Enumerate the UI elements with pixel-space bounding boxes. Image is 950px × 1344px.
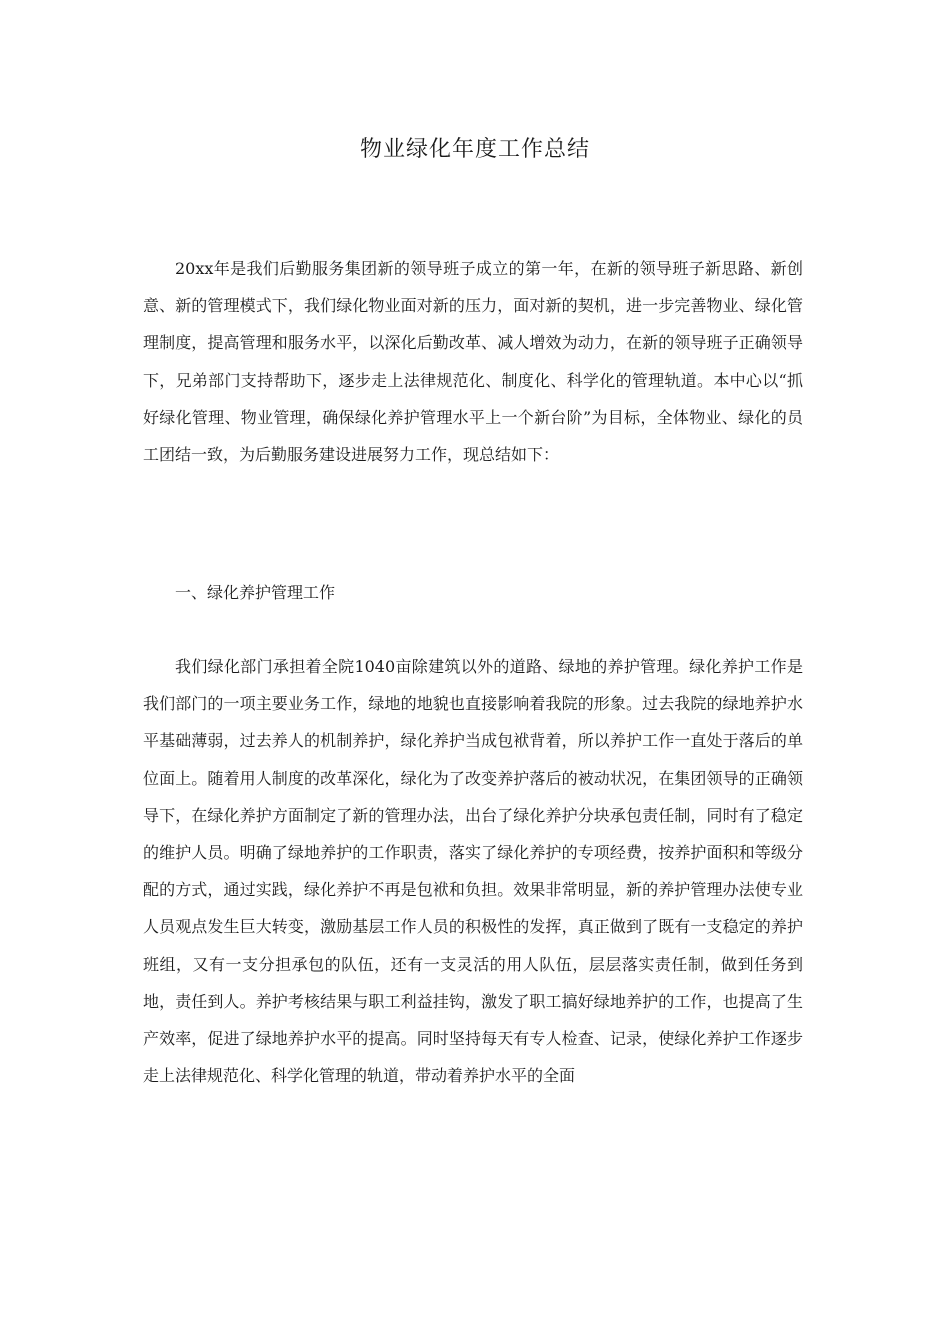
- intro-paragraph: 20xx年是我们后勤服务集团新的领导班子成立的第一年，在新的领导班子新思路、新创意、新的管理模式下，我们绿化物业面对新的压力，面对新的契机，进一步完善物业、绿化管理制度，提高管理和服务水平，以深化后勤改革、减人增效为动力，在新的领导班子正确领导下，兄弟部门支持帮助下，逐步走上法律规范化、制度化、科学化的管理轨道。本中心以“抓好绿化管理、物业管理，确保绿化养护管理水平上一个新台阶”为目标，全体物业、绿化的员工团结一致，为后勤服务建设进展努力工作，现总结如下：: [143, 259, 803, 465]
- body-paragraph: 我们绿化部门承担着全院1040亩除建筑以外的道路、绿地的养护管理。绿化养护工作是我们部门的一项主要业务工作，绿地的地貌也直接影响着我院的形象。过去我院的绿地养护水平基础薄弱，过去养人的机制养护，绿化养护当成包袱背着，所以养护工作一直处于落后的单位面上。随着用人制度的改革深化，绿化为了改变养护落后的被动状况，在集团领导的正确领导下，在绿化养护方面制定了新的管理办法，出台了绿化养护分块承包责任制，同时有了稳定的维护人员。明确了绿地养护的工作职责，落实了绿化养护的专项经费，按养护面积和等级分配的方式，通过实践，绿化养护不再是包袱和负担。效果非常明显，新的养护管理办法使专业人员观点发生巨大转变，激励基层工作人员的积极性的发挥，真正做到了既有一支稳定的养护班组，又有一支分担承包的队伍，还有一支灵活的用人队伍，层层落实责任制，做到任务到地，责任到人。养护考核结果与职工利益挂钩，激发了职工搞好绿地养护的工作，也提高了生产效率，促进了绿地养护水平的提高。同时坚持每天有专人检查、记录，使绿化养护工作逐步走上法律规范化、科学化管理的轨道，带动着养护水平的全面: [143, 657, 803, 1086]
- document-title: 物业绿化年度工作总结: [359, 137, 590, 162]
- section-heading: 一、绿化养护管理工作: [175, 583, 336, 602]
